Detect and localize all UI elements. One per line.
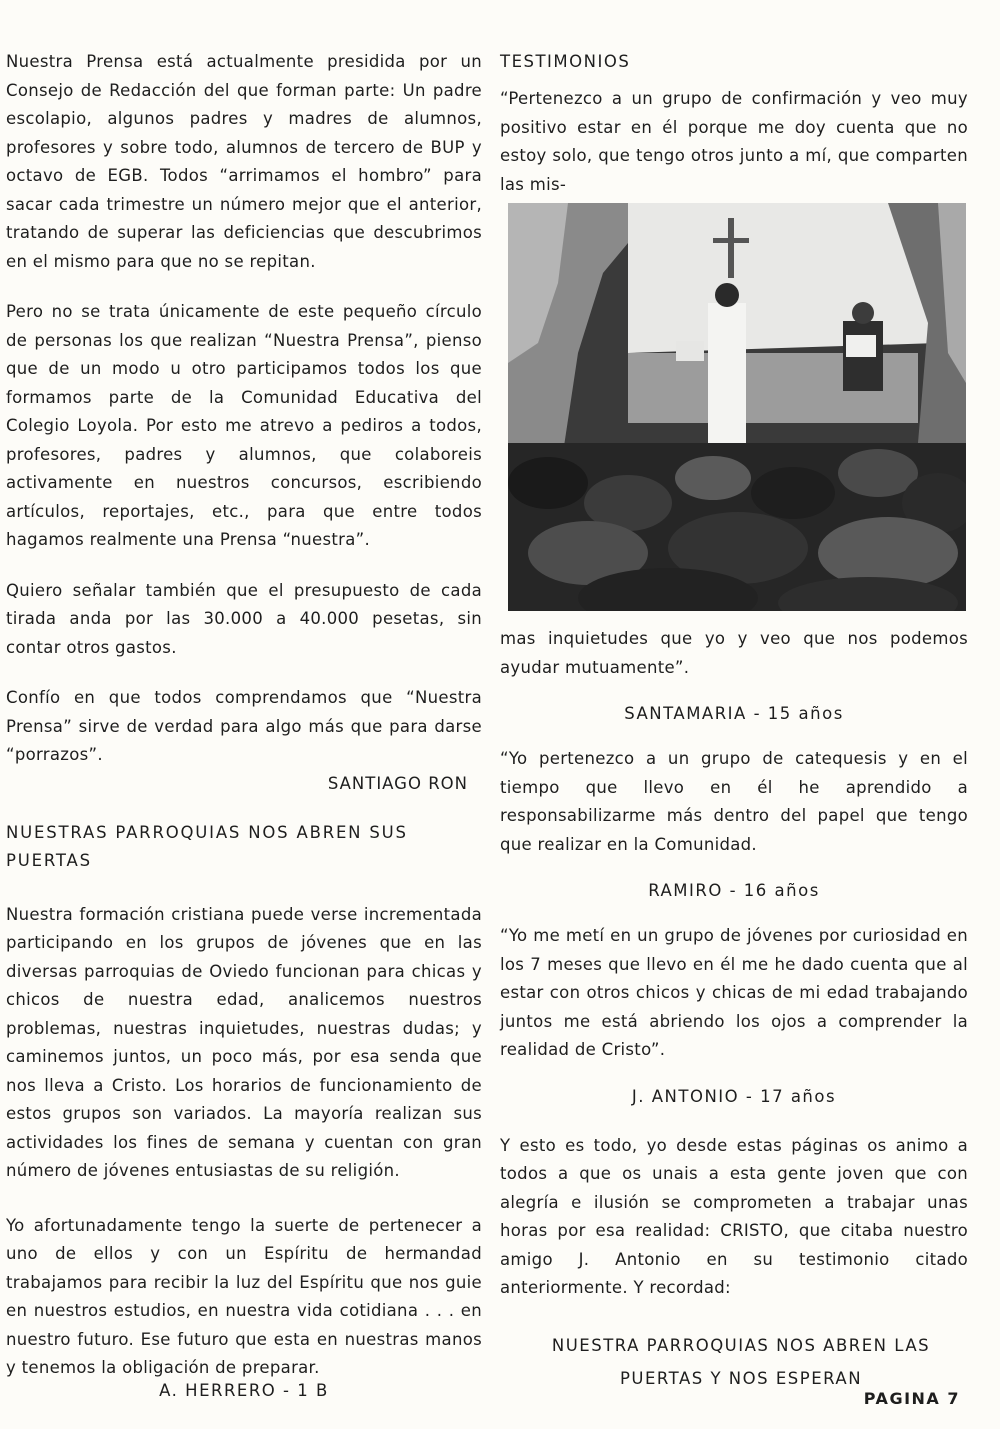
paragraph-formacion-cristiana: Nuestra formación cristiana puede verse incrementada participando en los grupos de jóvenes que en las diversas parroquias de Oviedo funcionan para chicas y chicos de nuestra edad, analicemos nuestros problemas, nuestras inquietudes, nuestras dudas; y caminemos juntos, un poco más, por esa senda que nos lleva a Cristo. Los horarios de funcionamiento de estos grupos son variados. La mayoría realizan sus actividades los fines de semana y cuentan con gran número de jóvenes entusiastas de su religión.	[6, 904, 482, 1180]
credit-santamaria: SANTAMARIA - 15 años	[624, 704, 844, 723]
credit-j-antonio: J. ANTONIO - 17 años	[631, 1086, 837, 1106]
credit-ramiro: RAMIRO - 16 años	[648, 881, 820, 900]
paragraph-afortunadamente: Yo afortunadamente tengo la suerte de pertenecer a uno de ellos y con un Espíritu de hermandad trabajamos para recibir la luz del Espíritu que nos guie en nuestros estudios, en nuestra vida cotidiana . . . en nuestro futuro. Ese futuro que esta en nuestras manos y tenemos la obligación de preparar.	[6, 1215, 482, 1377]
paragraph-confio: Confío en que todos comprendamos que “Nuestra Prensa” sirve de verdad para algo más que para darse “porrazos”.	[6, 688, 482, 764]
signature-santiago-ron: SANTIAGO RON	[327, 773, 468, 793]
page-number: PAGINA 7	[863, 1389, 960, 1408]
testimony-santamaria-part2: mas inquietudes que yo y veo que nos podemos ayudar mutuamente”.	[500, 629, 968, 677]
left-column	[6, 48, 482, 1383]
right-column	[500, 48, 968, 1395]
author-credit: A. HERRERO - 1 B	[159, 1381, 329, 1400]
testimonios-label: TESTIMONIOS	[500, 52, 631, 71]
paragraph-nuestra-prensa: Pero no se trata únicamente de este pequeño círculo de personas los que realizan “Nuestra Prensa”, pienso que de un modo u otro participamos todos los que formamos parte de la Comunidad Educativa del Colegio Loyola. Por esto me atrevo a pediros a todos, profesores, padres y alumnos, que colaboreis activamente en nuestros concursos, escribiendo artículos, reportajes, etc., para que entre todos hagamos realmente una Prensa “nuestra”.	[6, 302, 482, 549]
closing-slogan: NUESTRA PARROQUIAS NOS ABREN LAS PUERTAS Y NOS ESPERAN	[551, 1335, 931, 1388]
section-heading-parroquias: NUESTRAS PARROQUIAS NOS ABREN SUS PUERTAS	[6, 822, 408, 870]
paragraph-y-esto-es-todo: Y esto es todo, yo desde estas páginas os animo a todos a que os unais a esta gente joven que con alegría e ilusión se comprometen a trabajar unas horas por esa realidad: CRISTO, que citaba nuestro amigo J. Antonio en su testimonio citado anteriormente. Y recordad:	[500, 1135, 968, 1297]
paragraph-presupuesto: Quiero señalar también que el presupuesto de cada tirada anda por las 30.000 a 40.000 pesetas, sin contar otros gastos.	[6, 580, 482, 657]
testimony-ramiro: “Yo pertenezco a un grupo de catequesis y en el tiempo que llevo en él he aprendido a responsabilizarme más dentro del papel que tengo que realizar en la Comunidad.	[500, 749, 968, 854]
church-photo	[508, 203, 966, 611]
church-photo-drawing	[508, 203, 966, 611]
testimony-j-antonio: “Yo me metí en un grupo de jóvenes por curiosidad en los 7 meses que llevo en él me he dado cuenta que al estar con otros chicos y chicas de mi edad trabajando juntos me está abriendo los ojos a comprender la realidad de Cristo”.	[500, 926, 968, 1059]
testimony-santamaria-part1: “Pertenezco a un grupo de confirmación y veo muy positivo estar en él porque me doy cuenta que no estoy solo, que tengo otros junto a mí, que comparten las mis-	[500, 89, 968, 194]
paragraph-consejo-redaccion: Nuestra Prensa está actualmente presidida por un Consejo de Redacción del que forman parte: Un padre escolapio, algunos padres y madres de alumnos, profesores y sobre todo, alumnos de tercero de BUP y octavo de EGB. Todos “arrimamos el hombro” para sacar cada trimestre un número mejor que el anterior, tratando de superar las deficiencias que descubrimos en el mismo para que no se repitan.	[6, 52, 482, 271]
